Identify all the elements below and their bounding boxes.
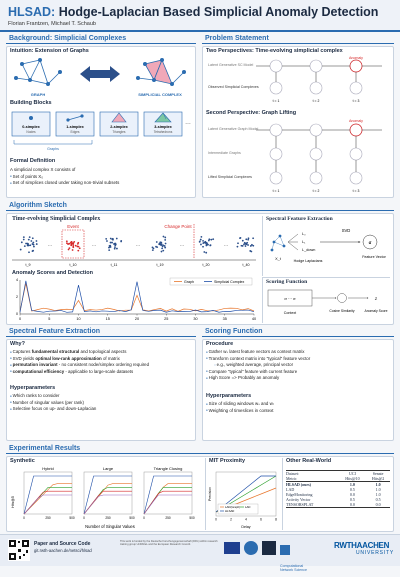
spectral-section-title: Spectral Feature Extraction <box>6 328 196 337</box>
procedure-item: ● High Score => Probably an anomaly <box>206 375 392 382</box>
cluster-point <box>66 242 68 244</box>
title-text: Hodge-Laplacian Based Simplicial Anomaly Detection <box>55 5 379 19</box>
cluster-point <box>164 245 166 247</box>
feature-vector-label: Feature Vector <box>362 255 386 259</box>
cluster-point <box>202 246 204 248</box>
cluster-point <box>32 237 34 239</box>
ellipsis-mark: … <box>135 242 141 248</box>
perspective-one-title: Two Perspectives: Time-evolving simplicial complex <box>206 48 343 54</box>
lab-name: Computational Network Science <box>280 563 307 572</box>
intuition-title: Intuition: Extension of Graphs <box>10 48 89 54</box>
sfe-title: Spectral Feature Extraction <box>266 216 333 222</box>
perspective-one-figure <box>206 56 392 108</box>
cluster-point <box>111 238 113 240</box>
mit-chart <box>208 466 278 530</box>
scoring-section-title: Scoring Function <box>202 328 394 337</box>
cluster-point <box>162 250 164 252</box>
synthetic-x-tick: 250 <box>165 516 171 520</box>
block-1-name: 1-simplex <box>66 125 84 129</box>
cluster-point <box>69 247 71 249</box>
svg-text:σ: σ <box>368 240 372 245</box>
x-tick-label: 5 <box>48 317 51 321</box>
cluster-point <box>205 252 207 254</box>
formal-item: ● Set of simplices closed under taking non-trivial subsets <box>10 180 192 187</box>
experiments-section-title: Experimental Results <box>6 445 394 454</box>
synthetic-x-tick: 0 <box>23 516 25 520</box>
event-label: Event <box>67 224 79 229</box>
cluster-point <box>164 237 166 239</box>
cluster-point <box>206 245 208 247</box>
cluster-point <box>208 238 210 240</box>
cluster-point <box>29 244 31 246</box>
algorithm-section-title: Algorithm Sketch <box>6 202 394 211</box>
sc-score-line <box>20 281 254 312</box>
svg-text:Precision: Precision <box>208 487 212 501</box>
time-1-label: t = 1 <box>272 99 280 103</box>
synthetic-ylabel: Hits@5 <box>11 496 15 508</box>
title-acronym: HLSAD: <box>8 5 56 19</box>
hyper-item: ● Which ranks to consider <box>10 393 194 400</box>
eu-flag-icon <box>224 542 240 554</box>
time-1-label-2: t = 1 <box>272 189 280 193</box>
anomaly-label-2: Anomaly <box>349 119 363 123</box>
cluster-point <box>164 247 166 249</box>
y-tick-label: 0 <box>16 312 18 317</box>
cluster-point <box>156 246 158 248</box>
synthetic-title: Synthetic <box>10 458 35 464</box>
why-item: ● SVD yields optimal low-rank approximation of matrix <box>10 356 194 363</box>
scoring-fn-title: Scoring Function <box>266 279 308 285</box>
cluster-point <box>165 243 167 245</box>
cluster-point <box>200 236 202 238</box>
table-cell: 0.5 <box>375 497 381 502</box>
cluster-point <box>116 248 118 250</box>
unravel-logo-icon <box>262 541 276 555</box>
block-2-name: 2-simplex <box>110 125 128 129</box>
synthetic-x-tick: 500 <box>129 516 135 520</box>
tesc-title: Time-evolving Simplicial Complex <box>12 216 101 222</box>
cluster-point <box>36 240 38 242</box>
time-label: t_10 <box>69 263 77 267</box>
block-1-desc: Edges <box>70 130 80 134</box>
cluster-point <box>109 245 111 247</box>
why-item: ● permutation invariant - no consistent node/simplex ordering required <box>10 362 194 369</box>
mit-xlabel: Delay <box>241 525 251 529</box>
time-3-label: t = 3 <box>352 99 360 103</box>
table-head-cell: Hits@2 <box>371 476 385 481</box>
cluster-point <box>32 243 34 245</box>
tesc-figure <box>10 224 258 268</box>
cluster-point <box>28 251 30 253</box>
synthetic-charts <box>10 464 200 530</box>
complex-label: SIMPLICIAL COMPLEX <box>138 92 182 97</box>
synthetic-x-tick: 250 <box>105 516 111 520</box>
graph-vs-complex-figure <box>10 56 192 98</box>
ellipsis-mark: … <box>179 242 185 248</box>
anomaly-label: Anomaly <box>349 56 363 60</box>
table-cell: 0.0 <box>349 492 355 497</box>
cluster-point <box>72 245 74 247</box>
legend-graph: Graph <box>184 280 194 284</box>
laplacian-1: L₁ <box>302 240 306 244</box>
cluster-point <box>77 242 79 244</box>
x-tick-label: 35 <box>222 317 227 321</box>
graph-snapshot-icon <box>271 235 286 252</box>
timeline-labels <box>25 263 249 267</box>
cluster-point <box>72 249 74 251</box>
ellipsis-mark: … <box>91 242 97 248</box>
table-cell: TENSORSPLAT <box>286 502 314 507</box>
why-title: Why? <box>10 341 25 347</box>
mit-x-tick: 6 <box>260 517 262 522</box>
svg-text:…: … <box>185 120 191 126</box>
cluster-point <box>79 247 81 249</box>
y-tick-label: 2 <box>16 295 18 300</box>
cluster-point <box>29 236 31 238</box>
table-cell: 0.0 <box>375 502 381 507</box>
cluster-point <box>116 238 118 240</box>
cluster-point <box>110 242 112 244</box>
table-cell: EdgeMonitoring <box>286 492 313 497</box>
cosine-label: Cosine Similarity <box>329 309 355 313</box>
problem-section-title: Problem Statement <box>202 35 394 44</box>
cluster-point <box>156 241 158 243</box>
sfe-figure <box>264 224 390 274</box>
table-row <box>286 502 390 508</box>
cluster-point <box>106 240 108 242</box>
building-blocks-figure <box>10 108 192 152</box>
table-head-cell: Dataset: <box>286 471 300 476</box>
graph-label: GRAPH <box>30 92 46 97</box>
why-item: ● Captures fundamental structural and topological aspects <box>10 349 194 356</box>
cluster-point <box>237 242 239 244</box>
cluster-point <box>240 237 242 239</box>
cluster-point <box>162 246 164 248</box>
cluster-point <box>152 249 154 251</box>
procedure-item: ● Compare "typical" feature with current feature <box>206 369 392 376</box>
x-tick-label: 40 <box>251 317 257 321</box>
cluster-point <box>66 240 68 242</box>
observed-row-label: Observed Simplicial Complexes <box>208 85 259 89</box>
time-label: t_9 <box>25 263 31 267</box>
cluster-point <box>245 245 247 247</box>
cluster-point <box>114 246 116 248</box>
cluster-point <box>110 238 112 240</box>
synthetic-x-tick: 500 <box>189 516 195 520</box>
cluster-point <box>250 245 252 247</box>
scoring-hyper-title: Hyperparameters <box>206 393 252 399</box>
time-3-label-2: t = 3 <box>352 189 360 193</box>
anomaly-score-chart <box>10 276 258 324</box>
hyper-item: ● Weighting of timeslices in context <box>206 408 392 415</box>
table-cell: 1.0 <box>349 482 355 487</box>
hyper-item: ● Selective focus on up- and down-Laplacian <box>10 406 194 413</box>
cluster-point <box>161 247 163 249</box>
cluster-point <box>21 241 23 243</box>
synthetic-panel-frame <box>144 472 192 514</box>
realworld-title: Other Real-World <box>286 458 332 464</box>
hodge-label: Hodge Laplacians <box>293 259 323 263</box>
code-url[interactable]: git.rwth-aachen.de/netsci/hlsad <box>34 548 92 553</box>
formal-definition-text <box>10 167 192 187</box>
perspective-two-figure <box>206 118 392 196</box>
perspective-two-title: Second Perspective: Graph Lifting <box>206 110 297 116</box>
synthetic-x-tick: 0 <box>83 516 85 520</box>
cluster-point <box>242 245 244 247</box>
table-cell: 0.0 <box>349 502 355 507</box>
spectral-hyper-list <box>10 393 194 413</box>
ellipsis-mark: … <box>223 242 229 248</box>
background-section-title: Background: Simplicial Complexes <box>6 35 196 44</box>
cluster-point <box>203 251 205 253</box>
cluster-point <box>23 236 25 238</box>
building-blocks-title: Building Blocks <box>10 100 52 106</box>
laplacian-down: L_down <box>302 248 316 252</box>
score-legend <box>170 278 252 285</box>
cluster-point <box>120 241 122 243</box>
cluster-point <box>164 239 166 241</box>
cluster-point <box>199 241 201 243</box>
laplacian-0: L₀ <box>302 232 306 236</box>
cluster-point <box>70 244 72 246</box>
block-3-name: 3-simplex <box>154 125 172 129</box>
block-3-desc: Tetrahedrons <box>153 130 173 134</box>
synthetic-panel-title: Large <box>102 466 114 471</box>
block-0-name: 0-simplex <box>22 125 40 129</box>
table-cell: LAD <box>286 487 295 492</box>
university-label: UNIVERSITY <box>355 550 394 556</box>
block-2-desc: Triangles <box>112 130 126 134</box>
mit-x-tick: 0 <box>215 517 217 522</box>
xt-label: X_t <box>275 257 281 261</box>
cluster-point <box>113 243 115 245</box>
synthetic-panel-title: Triangle Closing <box>153 466 183 471</box>
cluster-point <box>247 244 249 246</box>
time-2-label: t = 2 <box>312 99 320 103</box>
scores-title: Anomaly Scores and Detection <box>12 270 93 276</box>
change-point-label: Change Point <box>164 224 192 229</box>
synthetic-xlabel: Number of Singular Values <box>85 524 135 529</box>
synthetic-panel-title: Hybrid <box>42 466 54 471</box>
x-tick-label: 20 <box>134 317 140 321</box>
table-head-cell: Hits@10 <box>345 476 360 481</box>
cluster-point <box>114 248 116 250</box>
cluster-point <box>76 246 78 248</box>
spectral-hyper-title: Hyperparameters <box>10 385 56 391</box>
block-0-desc: Nodes <box>26 130 36 134</box>
cluster-point <box>248 237 250 239</box>
graph-score-line <box>20 283 254 311</box>
cluster-point <box>36 243 38 245</box>
cluster-point <box>27 243 29 245</box>
mit-title: MIT Proximity <box>209 458 246 464</box>
table-cell: 0.5 <box>349 487 355 492</box>
intermediate-row-label: Intermediate Graphs <box>208 151 241 155</box>
synthetic-x-tick: 0 <box>143 516 145 520</box>
x-tick-label: 10 <box>76 317 81 321</box>
svg-text:Z: Z <box>374 296 378 301</box>
funding-text: This work is funded by the Deutsche Forschungsgemeinschaft (DFG) within research training group UnRAVeL and the European Research Council. <box>120 540 218 547</box>
formal-item: ● Set of points X₀ <box>10 174 192 181</box>
table-cell: HLSAD (ours) <box>286 482 312 487</box>
cluster-point <box>72 243 74 245</box>
double-arrow-icon <box>80 66 120 82</box>
poster-title <box>8 5 392 19</box>
formal-definition-title: Formal Definition <box>10 158 56 164</box>
hyper-item: ● Size of sliding windows wₛ and wₗ <box>206 401 392 408</box>
cluster-point <box>200 244 202 246</box>
svd-label: SVD <box>341 228 351 233</box>
cluster-point <box>32 250 34 252</box>
synthetic-panel-frame <box>84 472 132 514</box>
procedure-list <box>206 349 392 382</box>
time-label: t_19 <box>156 263 164 267</box>
lab-logo <box>280 541 328 572</box>
formal-intro: A simplicial complex X consists of <box>10 167 76 172</box>
cluster-point <box>202 240 204 242</box>
cluster-point <box>242 240 244 242</box>
legend-sc: Simplicial Complex <box>214 280 245 284</box>
rwth-logo: RWTHAACHEN <box>334 541 390 550</box>
time-label: t_40 <box>242 263 250 267</box>
mit-legend-label: LAD <box>245 505 251 509</box>
mit-x-tick: 4 <box>245 517 247 522</box>
svg-text:σ ··· σ: σ ··· σ <box>284 296 296 301</box>
cluster-point <box>33 246 35 248</box>
synthetic-x-tick: 500 <box>69 516 75 520</box>
cluster-point <box>152 247 154 249</box>
qr-code-icon[interactable] <box>8 539 30 561</box>
cluster-point <box>250 251 252 253</box>
latent-graph-row-label: Latent Generative Graph Model <box>208 127 259 131</box>
table-cell: 1.0 <box>375 492 381 497</box>
why-list <box>10 349 194 375</box>
cluster-point <box>108 249 110 251</box>
table-cell: 1.0 <box>375 487 381 492</box>
snapshot-clusters <box>20 236 254 254</box>
why-item: ● computational efficiency - applicable to large-scale datasets <box>10 369 194 376</box>
cluster-point <box>24 245 26 247</box>
cluster-point <box>161 251 163 253</box>
lifted-row-label: Lifted Simplicial Complexes <box>208 175 252 179</box>
graphs-brace-label: Graphs <box>47 147 59 151</box>
authors: Florian Frantzen, Michael T. Schaub <box>8 21 96 27</box>
procedure-title: Procedure <box>206 341 234 347</box>
erc-logo-icon <box>244 541 258 555</box>
context-label: Context <box>283 311 297 315</box>
cluster-point <box>105 238 107 240</box>
cluster-point <box>245 238 247 240</box>
cluster-point <box>200 239 202 241</box>
cluster-point <box>30 240 32 242</box>
cluster-point <box>246 242 248 244</box>
cluster-point <box>25 243 27 245</box>
time-label: t_20 <box>202 263 210 267</box>
realworld-table <box>286 470 390 508</box>
procedure-item: ● Gather wₛ latest feature vectors as context matrix <box>206 349 392 356</box>
scoring-figure <box>264 286 390 322</box>
time-label: t_11 <box>110 263 118 267</box>
mit-legend-label: LAD(Graph) <box>225 505 241 509</box>
cluster-point <box>210 244 212 246</box>
hyper-item: ● Number of singular values (per rank) <box>10 400 194 407</box>
cluster-point <box>115 244 117 246</box>
cluster-point <box>77 250 79 252</box>
cluster-point <box>237 246 239 248</box>
time-2-label-2: t = 2 <box>312 189 320 193</box>
node-icon <box>29 116 33 120</box>
table-cell: 0.5 <box>349 497 355 502</box>
table-cell: Activity Vector <box>286 497 311 502</box>
cluster-point <box>212 238 214 240</box>
anomaly-score-label: Anomaly Score <box>364 309 388 313</box>
synthetic-panel-frame <box>24 472 72 514</box>
graph-illustration <box>14 58 62 86</box>
table-head-cell: Metric <box>286 476 297 481</box>
x-tick-label: 0 <box>18 317 22 321</box>
mit-x-tick: 8 <box>275 517 277 522</box>
cluster-point <box>210 239 212 241</box>
table-head-cell: Senate <box>372 471 384 476</box>
complex-illustration <box>136 58 186 86</box>
x-tick-label: 25 <box>164 317 169 321</box>
cluster-point <box>73 241 75 243</box>
x-tick-label: 15 <box>105 317 110 321</box>
poster-footer <box>0 534 400 572</box>
cluster-point <box>252 237 254 239</box>
poster-header <box>0 0 400 32</box>
cosine-icon <box>338 294 347 303</box>
table-cell: 1.0 <box>375 482 381 487</box>
code-title: Paper and Source Code <box>34 541 91 547</box>
network-logo-icon <box>280 545 290 555</box>
cluster-point <box>28 245 30 247</box>
synthetic-x-tick: 250 <box>45 516 51 520</box>
y-tick-label: 4 <box>16 278 18 283</box>
mit-legend-label: HLSAD <box>225 509 235 513</box>
mit-x-tick: 2 <box>230 517 232 522</box>
x-tick-label: 30 <box>193 317 198 321</box>
scoring-hyper-list <box>206 401 392 414</box>
cluster-point <box>203 242 205 244</box>
ellipsis-mark: … <box>47 242 53 248</box>
cluster-point <box>159 241 161 243</box>
procedure-subitem: ○ e.g., weighted average, principal vector <box>206 362 392 369</box>
cluster-point <box>75 245 77 247</box>
cluster-point <box>28 239 30 241</box>
cluster-point <box>23 239 25 241</box>
latent-row-label: Latent Generative SC Model <box>208 63 254 67</box>
cluster-point <box>20 249 22 251</box>
procedure-item: ● Transform context matrix into "typical" feature vector <box>206 356 392 363</box>
table-head-cell: UCI <box>348 471 356 476</box>
cluster-point <box>163 236 165 238</box>
